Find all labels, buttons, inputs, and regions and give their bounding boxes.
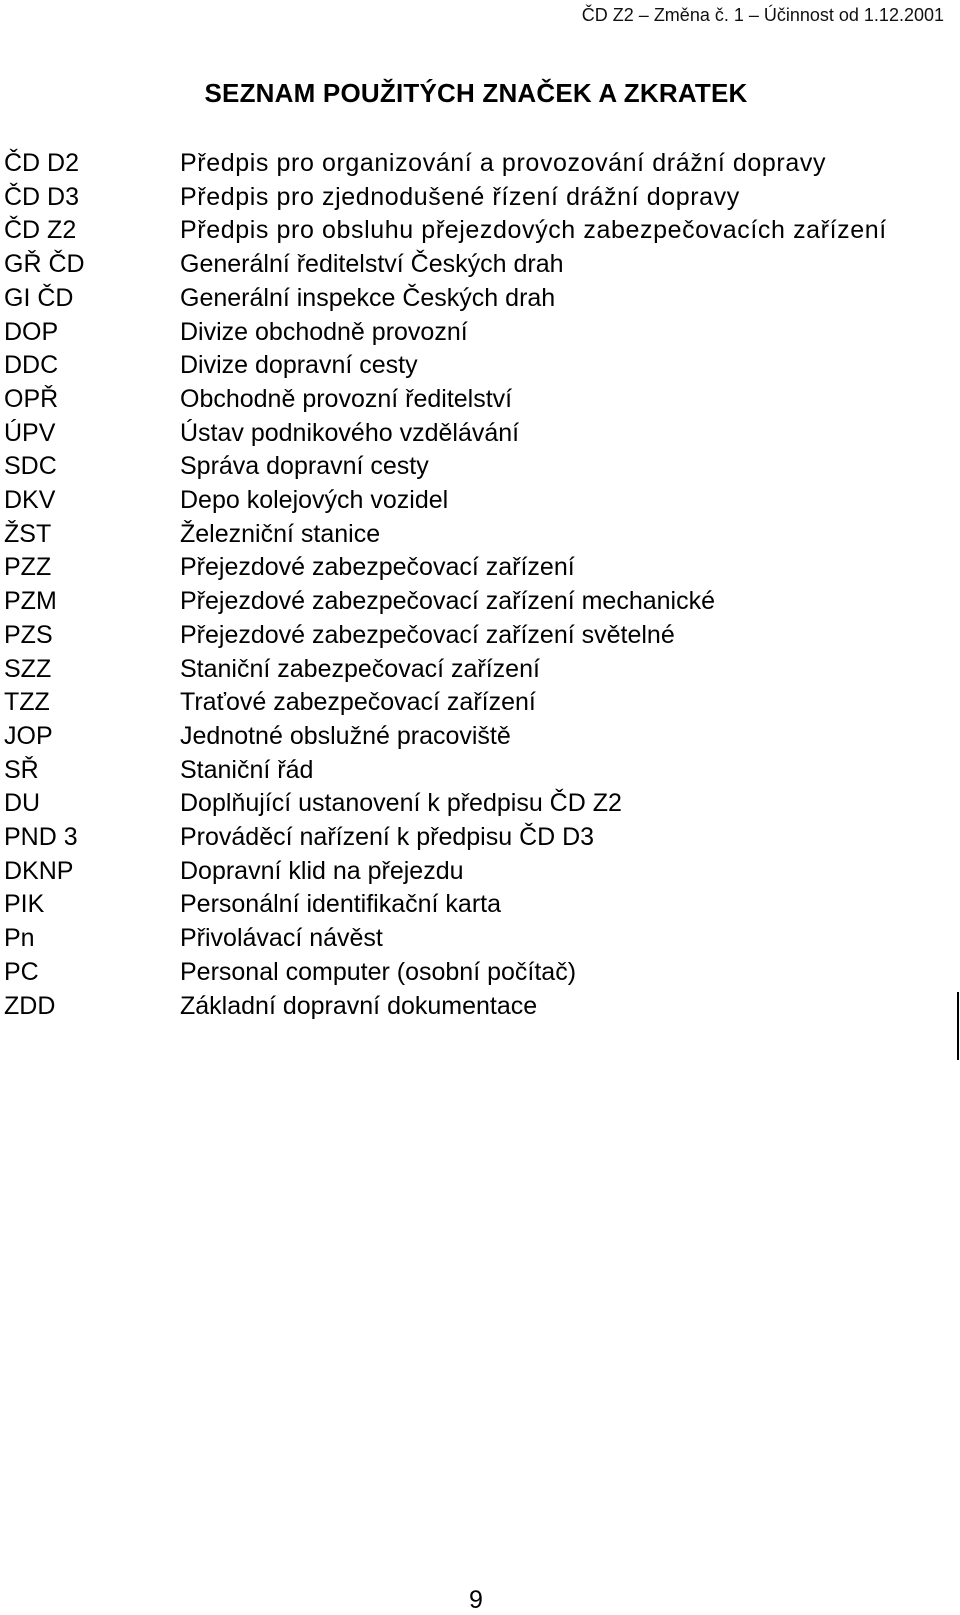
abbreviation-meaning: Obchodně provozní ředitelství bbox=[180, 384, 513, 413]
abbreviation-code: PZM bbox=[4, 587, 57, 616]
document-header: ČD Z2 – Změna č. 1 – Účinnost od 1.12.2001 bbox=[581, 5, 944, 25]
abbreviation-row bbox=[4, 956, 944, 990]
abbreviation-row bbox=[4, 990, 944, 1024]
abbreviation-meaning: Přejezdové zabezpečovací zařízení světelné bbox=[180, 620, 675, 649]
abbreviation-meaning: Prováděcí nařízení k předpisu ČD D3 bbox=[180, 823, 595, 852]
abbreviation-code: SZZ bbox=[4, 654, 52, 683]
abbreviation-code: GI ČD bbox=[4, 283, 74, 312]
abbreviation-meaning: Přivolávací návěst bbox=[180, 924, 383, 953]
abbreviation-meaning: Depo kolejových vozidel bbox=[180, 486, 449, 515]
abbreviation-meaning: Předpis pro organizování a provozování drážní dopravy bbox=[180, 149, 827, 177]
page-title: SEZNAM POUŽITÝCH ZNAČEK A ZKRATEK bbox=[204, 78, 748, 108]
abbreviation-row bbox=[4, 821, 944, 855]
abbreviation-meaning: Ústav podnikového vzdělávání bbox=[180, 418, 520, 447]
abbreviation-row bbox=[4, 720, 944, 754]
abbreviation-row bbox=[4, 450, 944, 484]
abbreviation-meaning: Traťové zabezpečovací zařízení bbox=[180, 688, 536, 717]
abbreviation-meaning: Doplňující ustanovení k předpisu ČD Z2 bbox=[180, 789, 622, 818]
abbreviation-meaning: Dopravní klid na přejezdu bbox=[180, 856, 464, 885]
abbreviation-row bbox=[4, 888, 944, 922]
abbreviation-meaning: Divize dopravní cesty bbox=[180, 351, 418, 380]
abbreviation-row bbox=[4, 653, 944, 687]
abbreviation-code: DU bbox=[4, 789, 41, 818]
abbreviation-row bbox=[4, 181, 944, 215]
abbreviation-meaning: Personální identifikační karta bbox=[180, 890, 502, 919]
abbreviation-meaning: Personal computer (osobní počítač) bbox=[180, 957, 577, 986]
abbreviation-code: DKNP bbox=[4, 856, 74, 885]
abbreviation-code: DKV bbox=[4, 486, 56, 515]
abbreviation-meaning: Jednotné obslužné pracoviště bbox=[180, 721, 511, 750]
abbreviation-meaning: Správa dopravní cesty bbox=[180, 452, 429, 481]
abbreviation-code: SŘ bbox=[4, 755, 39, 784]
abbreviation-code: JOP bbox=[4, 721, 53, 750]
abbreviation-meaning: Základní dopravní dokumentace bbox=[180, 991, 538, 1020]
change-bar bbox=[957, 992, 959, 1060]
abbreviation-code: SDC bbox=[4, 452, 57, 481]
abbreviation-row bbox=[4, 417, 944, 451]
page-number: 9 bbox=[469, 1586, 483, 1614]
abbreviation-code: GŘ ČD bbox=[4, 250, 85, 279]
abbreviation-row bbox=[4, 585, 944, 619]
abbreviation-code: PZZ bbox=[4, 553, 52, 582]
abbreviation-row bbox=[4, 754, 944, 788]
abbreviation-meaning: Železniční stanice bbox=[180, 519, 381, 548]
abbreviation-row bbox=[4, 922, 944, 956]
abbreviation-code: ŽST bbox=[4, 519, 52, 548]
abbreviation-row bbox=[4, 518, 944, 552]
abbreviation-row bbox=[4, 282, 944, 316]
abbreviation-meaning: Staniční zabezpečovací zařízení bbox=[180, 654, 540, 683]
abbreviation-code: PND 3 bbox=[4, 823, 78, 852]
abbreviation-meaning: Přejezdové zabezpečovací zařízení mechanické bbox=[180, 587, 716, 616]
abbreviation-row bbox=[4, 484, 944, 518]
abbreviation-meaning: Divize obchodně provozní bbox=[180, 317, 468, 346]
abbreviation-code: PIK bbox=[4, 890, 45, 919]
abbreviation-code: OPŘ bbox=[4, 384, 59, 413]
abbreviation-code: DOP bbox=[4, 317, 59, 346]
abbreviation-meaning: Staniční řád bbox=[180, 755, 314, 784]
abbreviation-code: PC bbox=[4, 957, 39, 986]
abbreviation-row bbox=[4, 214, 944, 248]
abbreviation-row bbox=[4, 316, 944, 350]
abbreviation-code: PZS bbox=[4, 620, 53, 649]
abbreviation-list bbox=[4, 147, 944, 1023]
abbreviation-code: ČD Z2 bbox=[4, 216, 77, 245]
abbreviation-code: DDC bbox=[4, 351, 59, 380]
abbreviation-code: Pn bbox=[4, 924, 35, 953]
abbreviation-meaning: Předpis pro obsluhu přejezdových zabezpečovacích zařízení bbox=[180, 216, 887, 245]
abbreviation-row bbox=[4, 619, 944, 653]
abbreviation-code: ÚPV bbox=[4, 418, 56, 447]
abbreviation-row bbox=[4, 787, 944, 821]
abbreviation-meaning: Generální ředitelství Českých drah bbox=[180, 250, 564, 279]
abbreviation-row bbox=[4, 349, 944, 383]
abbreviation-meaning: Generální inspekce Českých drah bbox=[180, 283, 556, 312]
abbreviation-row bbox=[4, 147, 944, 181]
abbreviation-code: TZZ bbox=[4, 688, 50, 717]
abbreviation-meaning: Předpis pro zjednodušené řízení drážní dopravy bbox=[180, 182, 740, 211]
abbreviation-meaning: Přejezdové zabezpečovací zařízení bbox=[180, 553, 575, 582]
abbreviation-code: ČD D3 bbox=[4, 182, 80, 211]
abbreviation-row bbox=[4, 248, 944, 282]
abbreviation-code: ČD D2 bbox=[4, 149, 80, 177]
abbreviation-row bbox=[4, 855, 944, 889]
abbreviation-row bbox=[4, 686, 944, 720]
abbreviation-code: ZDD bbox=[4, 991, 56, 1020]
abbreviation-row bbox=[4, 383, 944, 417]
abbreviation-row bbox=[4, 551, 944, 585]
